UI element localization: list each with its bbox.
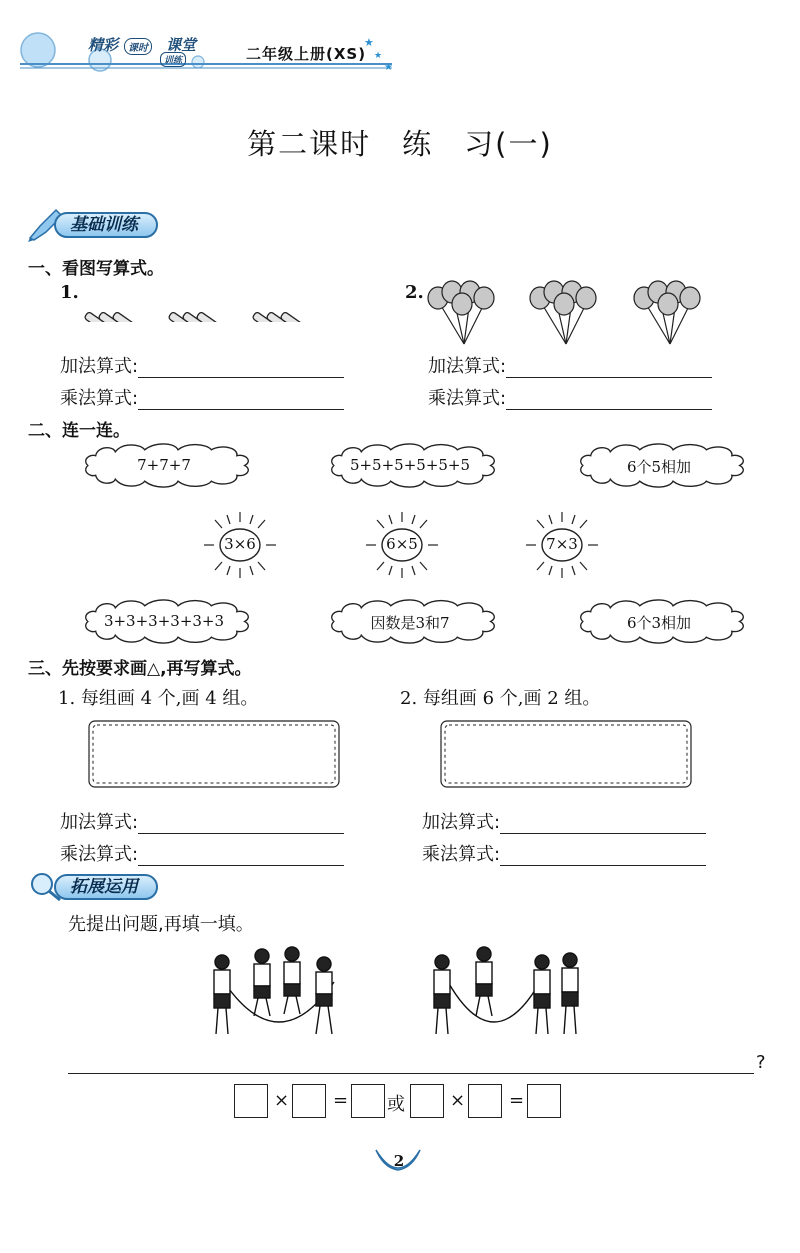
- svg-text:★: ★: [374, 51, 383, 61]
- q3-heading: 三、先按要求画△,再写算式。: [28, 659, 252, 679]
- sun-3[interactable]: 7×3: [546, 535, 578, 553]
- times-sign-1: ×: [274, 1090, 290, 1111]
- answer-box-6[interactable]: [527, 1084, 561, 1118]
- q1-right-mul-label: 乘法算式:: [428, 388, 507, 409]
- q1-right-add-label: 加法算式:: [428, 356, 507, 377]
- q3-left-mul-label: 乘法算式:: [60, 844, 139, 865]
- q3-left-add-line[interactable]: [60, 808, 344, 834]
- q1-left-add-label: 加法算式:: [60, 356, 139, 377]
- or-label: 或: [387, 1094, 405, 1115]
- balloon-groups-image: [424, 278, 714, 348]
- q3-right-mul-label: 乘法算式:: [422, 844, 501, 865]
- q3-right-add-label: 加法算式:: [422, 812, 501, 833]
- answer-box-4[interactable]: [410, 1084, 444, 1118]
- cloud-bottom-3[interactable]: 6个3相加: [626, 614, 692, 632]
- answer-box-5[interactable]: [468, 1084, 502, 1118]
- q3-item1: 1. 每组画 4 个,画 4 组。: [58, 688, 259, 709]
- logo-tail: 课堂: [166, 36, 197, 54]
- q1-item1-number: 1.: [60, 282, 79, 303]
- page-number: 2: [393, 1152, 405, 1170]
- answer-box-3[interactable]: [351, 1084, 385, 1118]
- q2-heading: 二、连一连。: [28, 421, 130, 441]
- equals-sign-2: =: [509, 1090, 525, 1111]
- q1-left-mul-line[interactable]: [60, 384, 344, 410]
- svg-text:★: ★: [364, 36, 374, 49]
- logo-main: 精彩: [88, 36, 119, 54]
- equals-sign-1: =: [333, 1090, 349, 1111]
- jump-rope-scene-1: [204, 942, 354, 1042]
- cloud-bottom-2[interactable]: 因数是3和7: [370, 614, 450, 632]
- cloud-top-3[interactable]: 6个5相加: [626, 458, 692, 476]
- logo-sub2: 训练: [160, 52, 186, 67]
- extend-prompt: 先提出问题,再填一填。: [68, 914, 254, 935]
- svg-text:★: ★: [384, 62, 393, 73]
- grade-label: 二年级上册(XS): [246, 45, 367, 63]
- q1-left-mul-label: 乘法算式:: [60, 388, 139, 409]
- section-extend-label: 拓展运用: [54, 874, 158, 900]
- sun-1[interactable]: 3×6: [224, 535, 256, 553]
- q1-right-add-line[interactable]: [428, 352, 712, 378]
- answer-box-1[interactable]: [234, 1084, 268, 1118]
- section-basic: [26, 210, 226, 240]
- q1-item2-number: 2.: [405, 282, 424, 303]
- jump-rope-scene-2: [424, 942, 594, 1042]
- q3-right-mul-line[interactable]: [422, 840, 706, 866]
- question-mark: ?: [756, 1052, 766, 1073]
- q1-heading: 一、看图写算式。: [28, 259, 164, 279]
- drawing-frame-2[interactable]: [438, 718, 694, 790]
- q3-left-mul-line[interactable]: [60, 840, 344, 866]
- cloud-top-1[interactable]: 7+7+7: [137, 456, 191, 474]
- sun-2[interactable]: 6×5: [386, 535, 418, 553]
- q3-right-add-line[interactable]: [422, 808, 706, 834]
- cloud-bottom-1[interactable]: 3+3+3+3+3+3: [103, 612, 225, 630]
- q3-left-add-label: 加法算式:: [60, 812, 139, 833]
- times-sign-2: ×: [450, 1090, 466, 1111]
- question-answer-line[interactable]: [68, 1073, 754, 1074]
- q1-right-mul-line[interactable]: [428, 384, 712, 410]
- answer-box-2[interactable]: [292, 1084, 326, 1118]
- page-title: 第二课时 练 习(一): [247, 127, 553, 161]
- toothbrush-groups-image: [78, 278, 328, 322]
- logo-sub1: 课时: [124, 38, 152, 55]
- section-basic-label: 基础训练: [54, 212, 158, 238]
- drawing-frame-1[interactable]: [86, 718, 342, 790]
- section-extend: [26, 872, 226, 902]
- cloud-top-2[interactable]: 5+5+5+5+5+5: [349, 456, 471, 474]
- q1-left-add-line[interactable]: [60, 352, 344, 378]
- q3-item2: 2. 每组画 6 个,画 2 组。: [400, 688, 601, 709]
